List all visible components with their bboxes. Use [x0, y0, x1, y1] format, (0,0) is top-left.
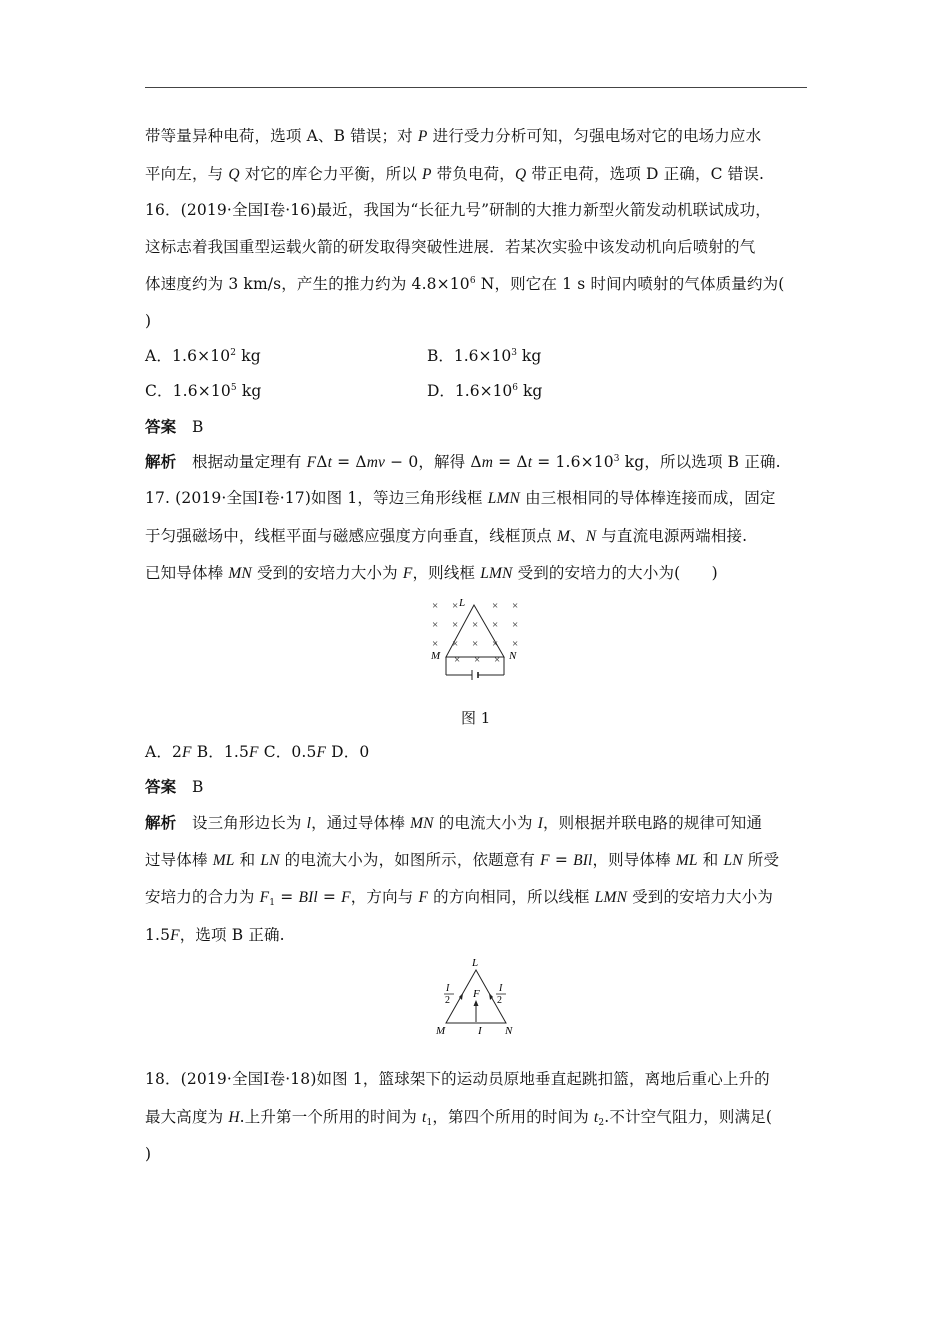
- field-cross: ×: [432, 619, 439, 631]
- field-cross: ×: [474, 654, 481, 666]
- explanation-17: 安培力的合力为 $F_1$ = BIl = F，方向与 F 的方向相同，所以线框 LMN 受到的安培力大小为: [145, 888, 773, 908]
- option-a: A．$1.6\times 10^2$ kg: [145, 347, 261, 365]
- text-line: 带等量异种电荷，选项 A、B 错误；对 P 进行受力分析可知，匀强电场对它的电场力应水: [145, 127, 762, 145]
- question-18-line: ): [145, 1145, 152, 1163]
- header-rule: [145, 87, 807, 88]
- options-17: A．2F B．1.5F C．0.5F D．0: [145, 743, 370, 761]
- field-cross: ×: [472, 619, 479, 631]
- text-line: 平向左，与 Q 对它的库仑力平衡，所以 P 带负电荷，Q 带正电荷，选项 D 正确，C 错误.: [145, 165, 765, 183]
- question-17-line: 于匀强磁场中，线框平面与磁感应强度方向垂直，线框顶点 M、N 与直流电源两端相接.: [145, 527, 748, 545]
- figure2-label-i: I: [478, 1025, 482, 1037]
- fraction-left-num: I: [446, 983, 450, 994]
- figure-label-n: N: [509, 650, 517, 662]
- field-cross: ×: [432, 600, 439, 612]
- answer-16: 答案 B: [145, 417, 204, 436]
- explanation-17: 过导体棒 ML 和 LN 的电流大小为，如图所示，依题意有 F = BIl，则导体棒 ML 和 LN 所受: [145, 851, 780, 869]
- question-17-line: 17. (2019·全国Ⅰ卷·17)如图 1，等边三角形线框 LMN 由三根相同的导体棒连接而成，固定: [145, 489, 776, 507]
- explanation-17: 1.5F，选项 B 正确.: [145, 926, 285, 944]
- field-cross: ×: [472, 638, 479, 650]
- answer-17: 答案 B: [145, 777, 204, 796]
- question-18-line: 18．(2019·全国Ⅰ卷·18)如图 1，篮球架下的运动员原地垂直起跳扣篮，离地后重心上升的: [145, 1070, 770, 1088]
- figure2-label-m: M: [436, 1025, 446, 1037]
- field-cross: ×: [492, 638, 499, 650]
- fraction-left-den: 2: [445, 995, 450, 1006]
- figure2-label-l: L: [472, 957, 479, 969]
- explanation-17: 解析 设三角形边长为 l，通过导体棒 MN 的电流大小为 I，则根据并联电路的规律可知通: [145, 813, 763, 832]
- figure-1-triangle-field: [426, 593, 526, 685]
- field-cross: ×: [452, 619, 459, 631]
- question-17-line: 已知导体棒 MN 受到的安培力大小为 F，则线框 LMN 受到的安培力的大小为( ): [145, 564, 718, 582]
- figure-label-l: L: [459, 597, 466, 609]
- option-c: C．$1.6\times 10^5$ kg: [145, 382, 262, 400]
- field-cross: ×: [492, 619, 499, 631]
- field-cross: ×: [452, 638, 459, 650]
- question-16-line: 16．(2019·全国Ⅰ卷·16)最近，我国为“长征九号”研制的大推力新型火箭发动机联试成功，: [145, 201, 771, 219]
- field-cross: ×: [452, 600, 459, 612]
- figure-label-m: M: [431, 650, 441, 662]
- question-18-line: 最大高度为 H.上升第一个所用的时间为 $t_1$，第四个所用的时间为 $t_2$.不计空气阻力，则满足(: [145, 1108, 773, 1128]
- figure2-label-f: F: [473, 988, 480, 1000]
- figure-caption: 图 1: [461, 709, 491, 727]
- field-cross: ×: [512, 600, 519, 612]
- field-cross: ×: [512, 638, 519, 650]
- field-cross: ×: [432, 638, 439, 650]
- field-cross: ×: [494, 654, 501, 666]
- field-cross: ×: [512, 619, 519, 631]
- fraction-right-den: 2: [497, 995, 502, 1006]
- field-cross: ×: [454, 654, 461, 666]
- option-b: B．$1.6\times 10^3$ kg: [427, 347, 542, 365]
- question-16-line: ): [145, 312, 152, 330]
- fraction-right-num: I: [499, 983, 503, 994]
- explanation-16: 解析 根据动量定理有 FΔt = Δmv − 0，解得 $\Delta m = \Delta t = 1.6\times 10^3$ kg，所以选项 B 正确.: [145, 452, 781, 471]
- question-16-line: 体速度约为 3 km/s，产生的推力约为 $4.8\times 10^6$ N，则它在 1 s 时间内喷射的气体质量约为(: [145, 275, 785, 293]
- figure2-label-n: N: [505, 1025, 513, 1037]
- field-cross: ×: [492, 600, 499, 612]
- question-16-line: 这标志着我国重型运载火箭的研发取得突破性进展．若某次实验中该发动机向后喷射的气: [145, 238, 756, 256]
- figure-2-force-diagram: [432, 955, 520, 1040]
- option-d: D．$1.6\times 10^6$ kg: [427, 382, 543, 400]
